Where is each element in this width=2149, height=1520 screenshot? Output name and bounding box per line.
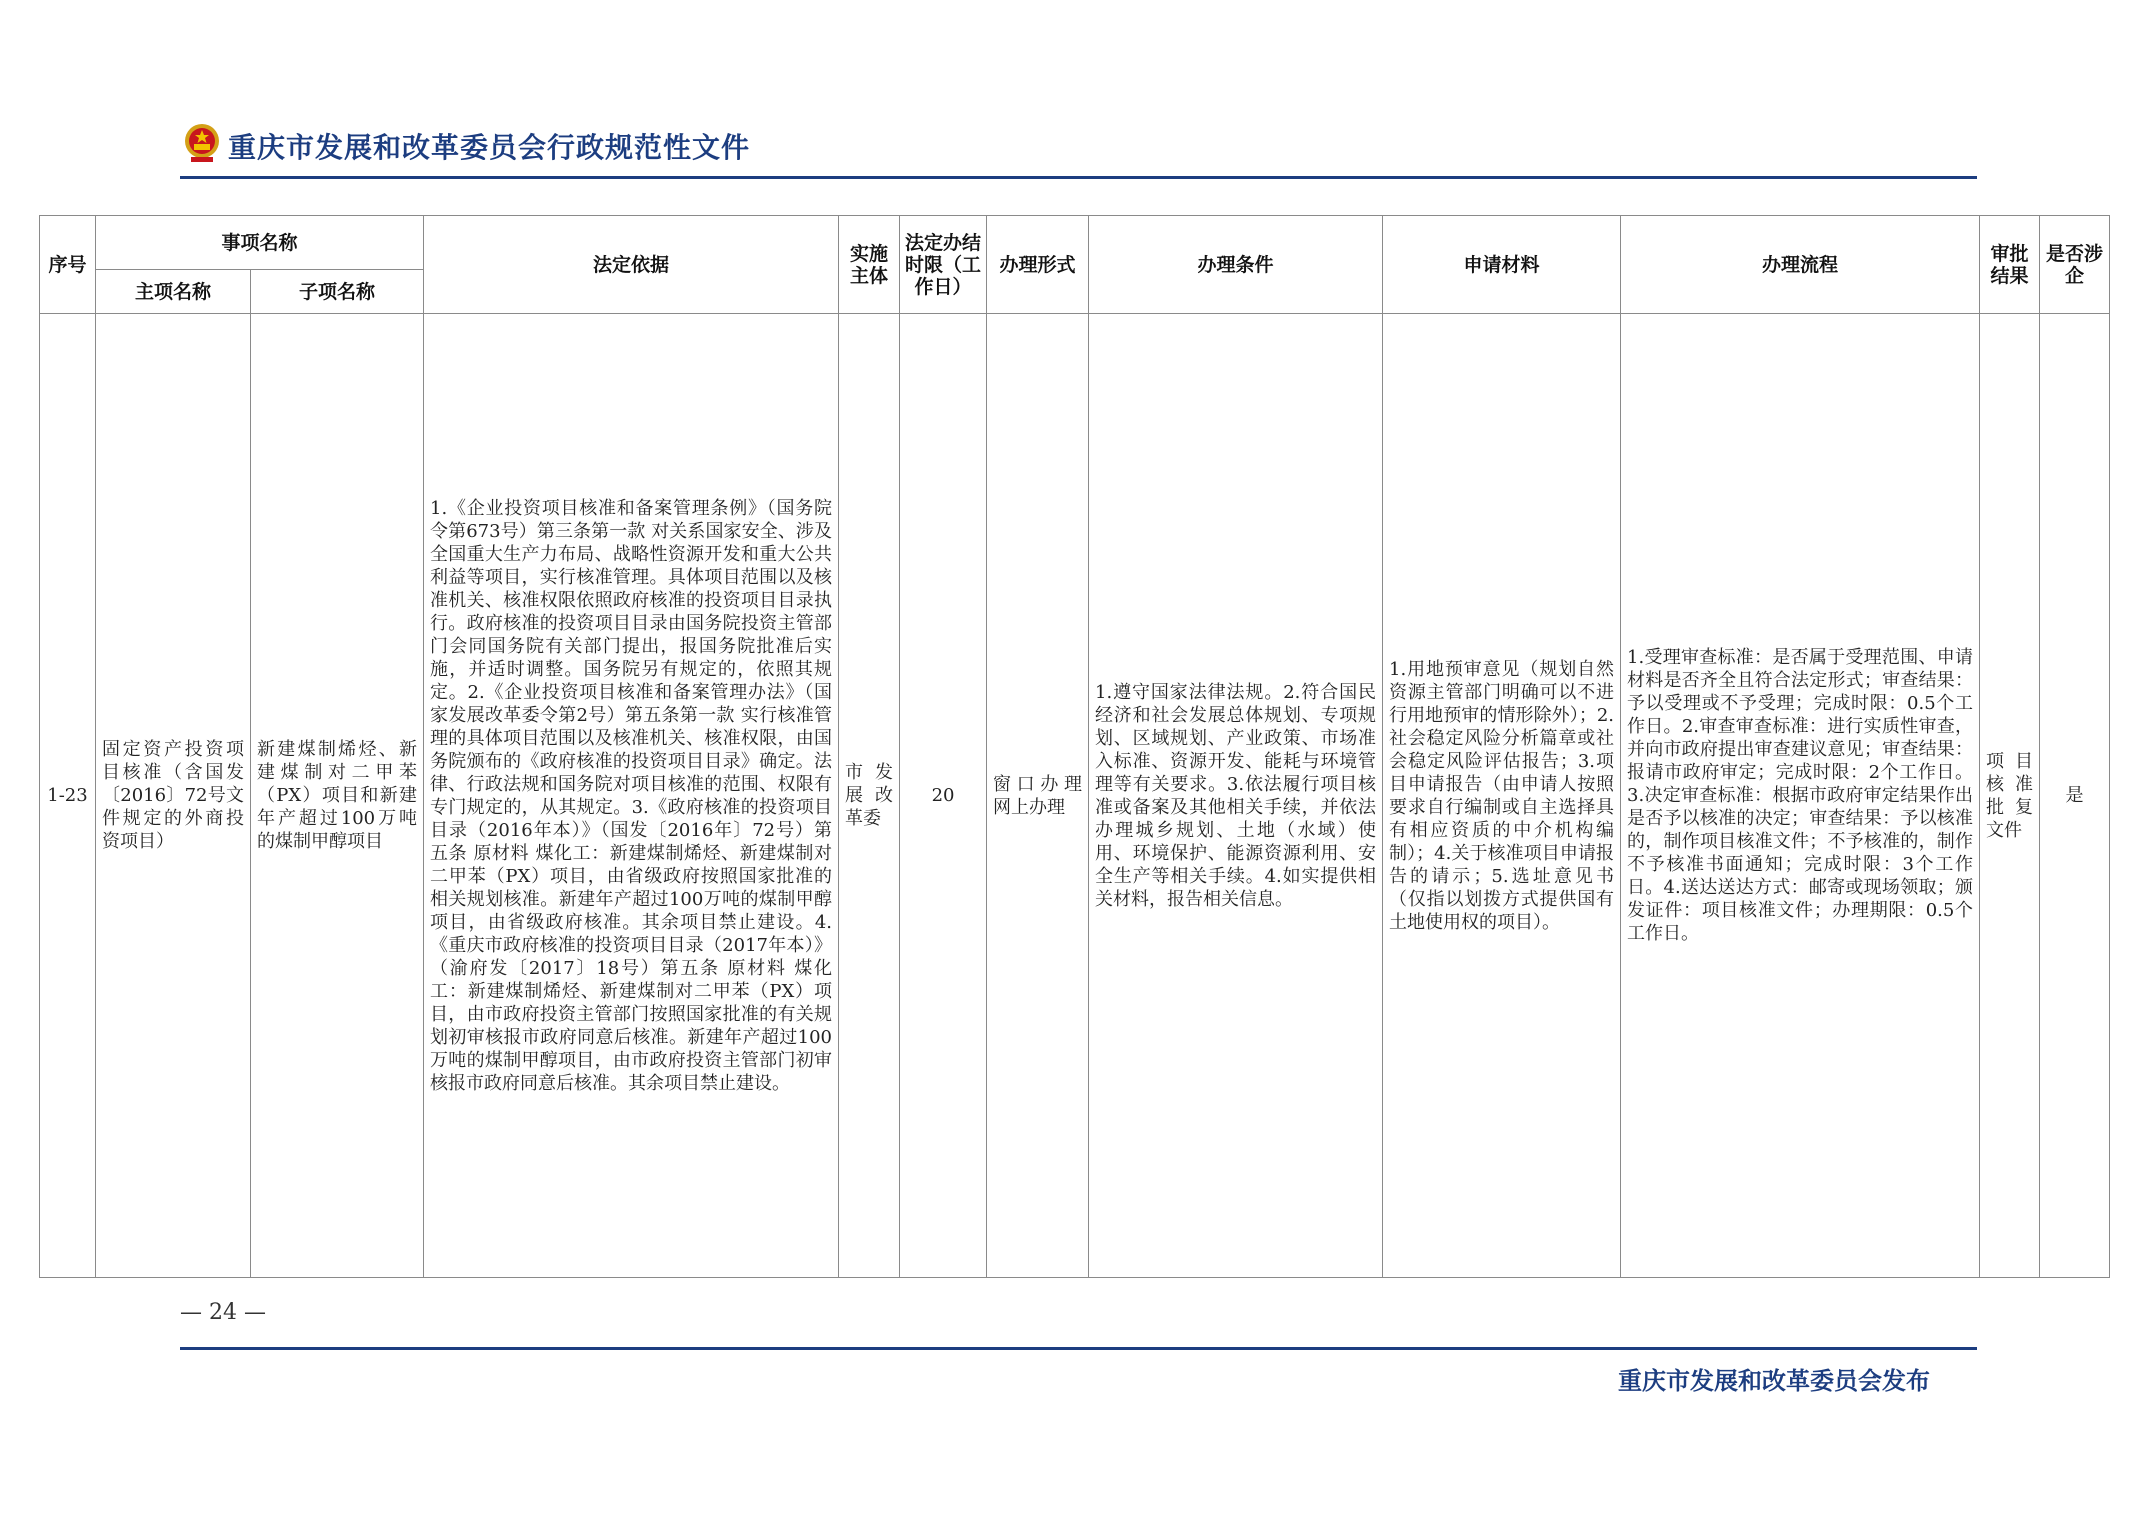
header-item-name: 事项名称 <box>96 216 424 270</box>
header-main-item: 主项名称 <box>96 270 251 314</box>
header-sub-item: 子项名称 <box>251 270 424 314</box>
document-header-title: 重庆市发展和改革委员会行政规范性文件 <box>228 131 751 164</box>
approval-items-table <box>39 215 2110 1278</box>
page-number: — 24 — <box>180 1300 266 1325</box>
cell-time-limit: 20 <box>900 314 987 1278</box>
header-process: 办理流程 <box>1621 216 1980 314</box>
header-agency: 实施主体 <box>839 216 900 314</box>
national-emblem-icon <box>182 122 222 164</box>
cell-agency: 市发展改革委 <box>839 314 900 1278</box>
header-result: 审批结果 <box>1980 216 2040 314</box>
cell-form: 窗口办理网上办理 <box>987 314 1089 1278</box>
cell-materials: 1.用地预审意见（规划自然资源主管部门明确可以不进行用地预审的情形除外）；2.社会稳定风险分析篇章或社会稳定风险评估报告；3.项目申请报告（由申请人按照要求自行编制或自主选择具有相应资质的中介机构编制）；4.关于核准项目申请报告的请示；5.选址意见书（仅指以划拨方式提供国有土地使用权的项目）。 <box>1383 314 1621 1278</box>
header-rule <box>180 176 1977 179</box>
header-form: 办理形式 <box>987 216 1089 314</box>
cell-result: 项目核准批复文件 <box>1980 314 2040 1278</box>
cell-conditions: 1.遵守国家法律法规。2.符合国民经济和社会发展总体规划、专项规划、区域规划、产业政策、市场准入标准、资源开发、能耗与环境管理等有关要求。3.依法履行项目核准或备案及其他相关手续，并依法办理城乡规划、土地（水域）使用、环境保护、能源资源利用、安全生产等相关手续。4.如实提供相关材料，报告相关信息。 <box>1089 314 1383 1278</box>
publisher-footer: 重庆市发展和改革委员会发布 <box>1618 1367 1930 1395</box>
cell-legal-basis: 1.《企业投资项目核准和备案管理条例》（国务院令第673号）第三条第一款 对关系国家安全、涉及全国重大生产力布局、战略性资源开发和重大公共利益等项目，实行核准管理。具体项目范围以及核准机关、核准权限依照政府核准的投资项目目录执行。政府核准的投资项目目录由国务院投资主管部门会同国务院有关部门提出，报国务院批准后实施，并适时调整。国务院另有规定的，依照其规定。2.《企业投资项目核准和备案管理办法》（国家发展改革委令第2号）第五条第一款 实行核准管理的具体项目范围以及核准机关、核准权限，由国务院颁布的《政府核准的投资项目目录》确定。法律、行政法规和国务院对项目核准的范围、权限有专门规定的，从其规定。3.《政府核准的投资项目目录（2016年本）》（国发〔2016年〕72号）第五条 原材料 煤化工：新建煤制烯烃、新建煤制对二甲苯（PX）项目，由省级政府按照国家批准的相关规划核准。新建年产超过100万吨的煤制甲醇项目，由省级政府核准。其余项目禁止建设。4.《重庆市政府核准的投资项目目录（2017年本）》（渝府发〔2017〕18号）第五条 原材料 煤化工：新建煤制烯烃、新建煤制对二甲苯（PX）项目，由市政府投资主管部门按照国家批准的有关规划初审核报市政府同意后核准。新建年产超过100万吨的煤制甲醇项目，由市政府投资主管部门初审核报市政府同意后核准。其余项目禁止建设。 <box>424 314 839 1278</box>
cell-seq: 1-23 <box>40 314 96 1278</box>
header-conditions: 办理条件 <box>1089 216 1383 314</box>
header-legal-basis: 法定依据 <box>424 216 839 314</box>
header-foreign: 是否涉企 <box>2040 216 2110 314</box>
cell-process: 1.受理审查标准：是否属于受理范围、申请材料是否齐全且符合法定形式；审查结果：予以受理或不予受理；完成时限：0.5个工作日。2.审查审查标准：进行实质性审查，并向市政府提出审查建议意见；审查结果：报请市政府审定；完成时限：2个工作日。3.决定审查标准：根据市政府审定结果作出是否予以核准的决定；审查结果：予以核准的，制作项目核准文件；不予核准的，制作不予核准书面通知；完成时限：3个工作日。4.送达送达方式：邮寄或现场领取；颁发证件：项目核准文件；办理期限：0.5个工作日。 <box>1621 314 1980 1278</box>
table-row <box>40 314 2110 1278</box>
footer-rule <box>180 1347 1977 1350</box>
cell-sub-item: 新建煤制烯烃、新建煤制对二甲苯（PX）项目和新建年产超过100万吨的煤制甲醇项目 <box>251 314 424 1278</box>
cell-foreign: 是 <box>2040 314 2110 1278</box>
header-seq: 序号 <box>40 216 96 314</box>
header-time-limit: 法定办结时限（工作日） <box>900 216 987 314</box>
cell-main-item: 固定资产投资项目核准（含国发〔2016〕72号文件规定的外商投资项目） <box>96 314 251 1278</box>
header-materials: 申请材料 <box>1383 216 1621 314</box>
